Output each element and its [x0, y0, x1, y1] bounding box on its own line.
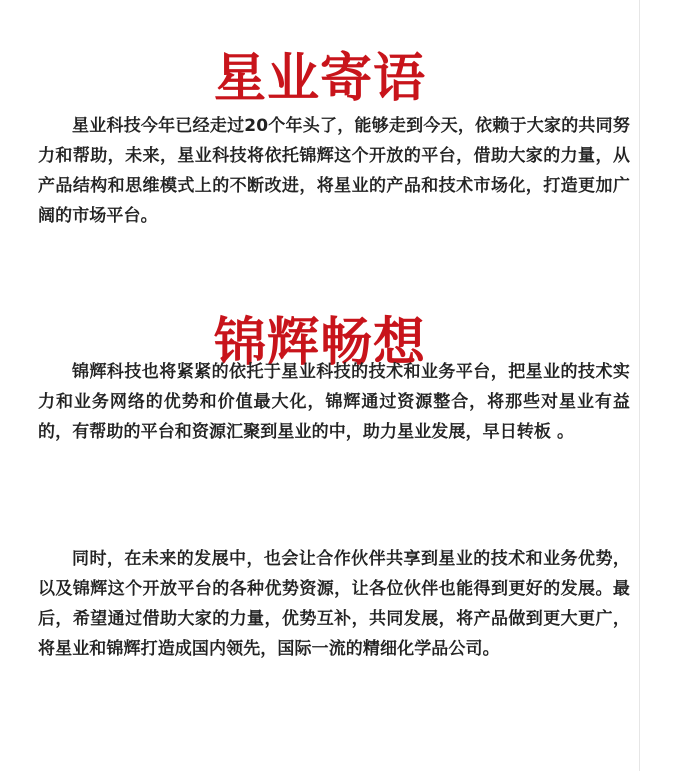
jinhui-vision-paragraph-1: 锦辉科技也将紧紧的依托于星业科技的技术和业务平台，把星业的技术实力和业务网络的优势和价值最大化，锦辉通过资源整合，将那些对星业有益的，有帮助的平台和资源汇聚到星业的中，助力星业发展，早日转板 。 — [38, 362, 630, 442]
jinhui-vision-paragraph-2: 同时，在未来的发展中，也会让合作伙伴共享到星业的技术和业务优势，以及锦辉这个开放平台的各种优势资源，让各位伙伴也能得到更好的发展。最后，希望通过借助大家的力量，优势互补，共同发展，将产品做到更大更广，将星业和锦辉打造成国内领先，国际一流的精细化学品公司。 — [38, 549, 630, 659]
section-title-jinhui-vision: 锦辉畅想 — [213, 312, 426, 373]
page-edge-divider — [639, 0, 640, 771]
section-title-xingye-message: 星业寄语 — [213, 48, 426, 109]
xingye-message-paragraph: 星业科技今年已经走过20个年头了，能够走到今天，依赖于大家的共同努力和帮助，未来，星业科技将依托锦辉这个开放的平台，借助大家的力量，从产品结构和思维模式上的不断改进，将星业的产品和技术市场化，打造更加广阔的市场平台。 — [38, 116, 630, 226]
